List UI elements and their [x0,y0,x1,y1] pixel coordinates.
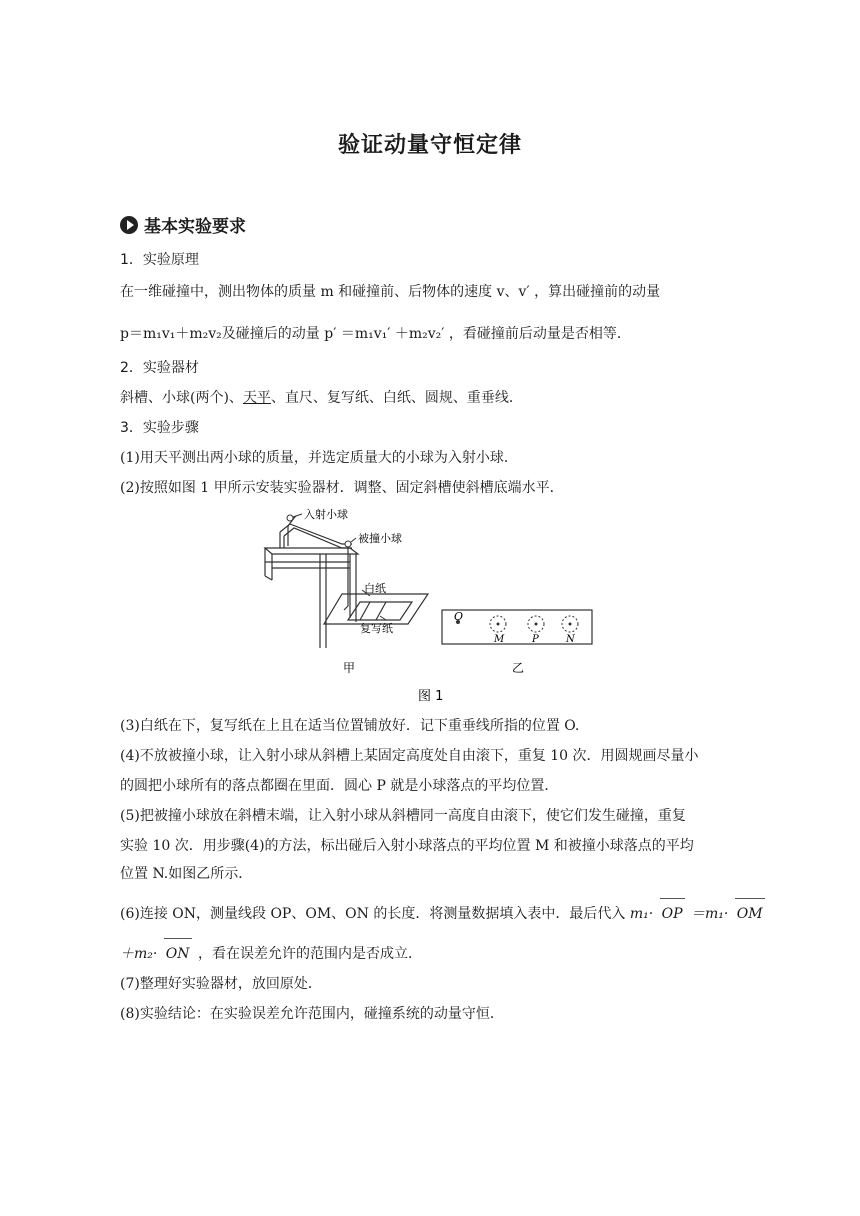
label-target-ball: 被撞小球 [358,532,402,545]
label-point-n: N [566,634,575,645]
vector-on: ON [162,944,194,964]
formula-plus-m2: ＋m₂· [120,946,158,962]
equipment-heading: 2．实验器材 [120,360,199,376]
step-5c: 位置 N.如图乙所示． [120,866,253,882]
equipment-text-pre: 斜槽、小球(两个)、 [120,390,243,406]
incident-ball-leader [293,514,302,517]
step-3: (3)白纸在下，复写纸在上且在适当位置铺放好．记下重垂线所指的位置 O. [120,718,580,734]
principle-text-2: p＝m₁v₁＋m₂v₂及碰撞后的动量 p′ ＝m₁v₁′ ＋m₂v₂′ ，看碰撞前后动量是否相等． [120,326,631,342]
play-circle-icon [120,216,138,234]
step-5a: (5)把被撞小球放在斜槽末端，让入射小球从斜槽同一高度自由滚下，使它们发生碰撞，重复 [120,808,686,824]
step-2: (2)按照如图 1 甲所示安装实验器材．调整、固定斜槽使斜槽底端水平． [120,480,564,496]
step-4a: (4)不放被撞小球，让入射小球从斜槽上某固定高度处自由滚下，重复 10 次．用圆规画尽量小 [120,748,699,764]
label-incident-ball: 入射小球 [304,508,348,521]
label-yi: 乙 [512,661,525,675]
equipment-balance: 天平 [242,390,271,406]
equipment-text [120,388,740,408]
dot-p [535,623,538,626]
dot-n [569,623,572,626]
step-1: (1)用天平测出两小球的质量，并选定质量大的小球为入射小球． [120,450,518,466]
label-white-paper: 白纸 [364,582,386,595]
section-heading-label: 基本实验要求 [144,217,246,237]
label-point-o: O [454,610,464,623]
label-point-m: M [494,634,505,645]
step-6b: ，看在误差允许的范围内是否成立． [197,946,422,962]
step-6a-line [120,904,763,924]
section-heading [120,212,246,237]
table-apparatus [265,516,428,648]
label-carbon-paper: 复写纸 [360,622,393,635]
principle-heading: 1．实验原理 [120,252,199,268]
step-7: (7)整理好实验器材，放回原处． [120,976,322,992]
incident-ball-mark [287,515,293,521]
step-8: (8)实验结论：在实验误差允许范围内，碰撞系统的动量守恒． [120,1006,504,1022]
formula-m1: m₁· [629,906,654,922]
target-ball-mark [345,541,351,547]
formula-eq-m1: ＝m₁· [690,906,729,922]
step-4b: 的圆把小球所有的落点都圈在里面．圆心 P 就是小球落点的平均位置． [120,778,559,794]
label-jia: 甲 [343,661,356,675]
step-6a: (6)连接 ON，测量线段 OP、OM、ON 的长度．将测量数据填入表中．最后代入 [120,906,626,922]
page-title: 验证动量守恒定律 [337,133,522,158]
figure-1 [260,506,600,706]
vector-op: OP [658,904,687,924]
target-ball-leader [351,538,356,542]
dot-m [497,623,500,626]
principle-text-1: 在一维碰撞中，测出物体的质量 m 和碰撞前、后物体的速度 v、v′ ，算出碰撞前的动量 [120,284,661,300]
vector-om: OM [733,904,767,924]
step-6b-line [120,944,740,964]
experiment-diagram [260,506,600,706]
step-5b: 实验 10 次．用步骤(4)的方法，标出碰后入射小球落点的平均位置 M 和被撞小球落点的平均 [120,838,694,854]
steps-heading: 3．实验步骤 [120,420,199,436]
equipment-text-post: 、直尺、复写纸、白纸、圆规、重垂线． [270,390,523,406]
figure-caption: 图 1 [418,689,444,704]
label-point-p: P [532,634,539,645]
